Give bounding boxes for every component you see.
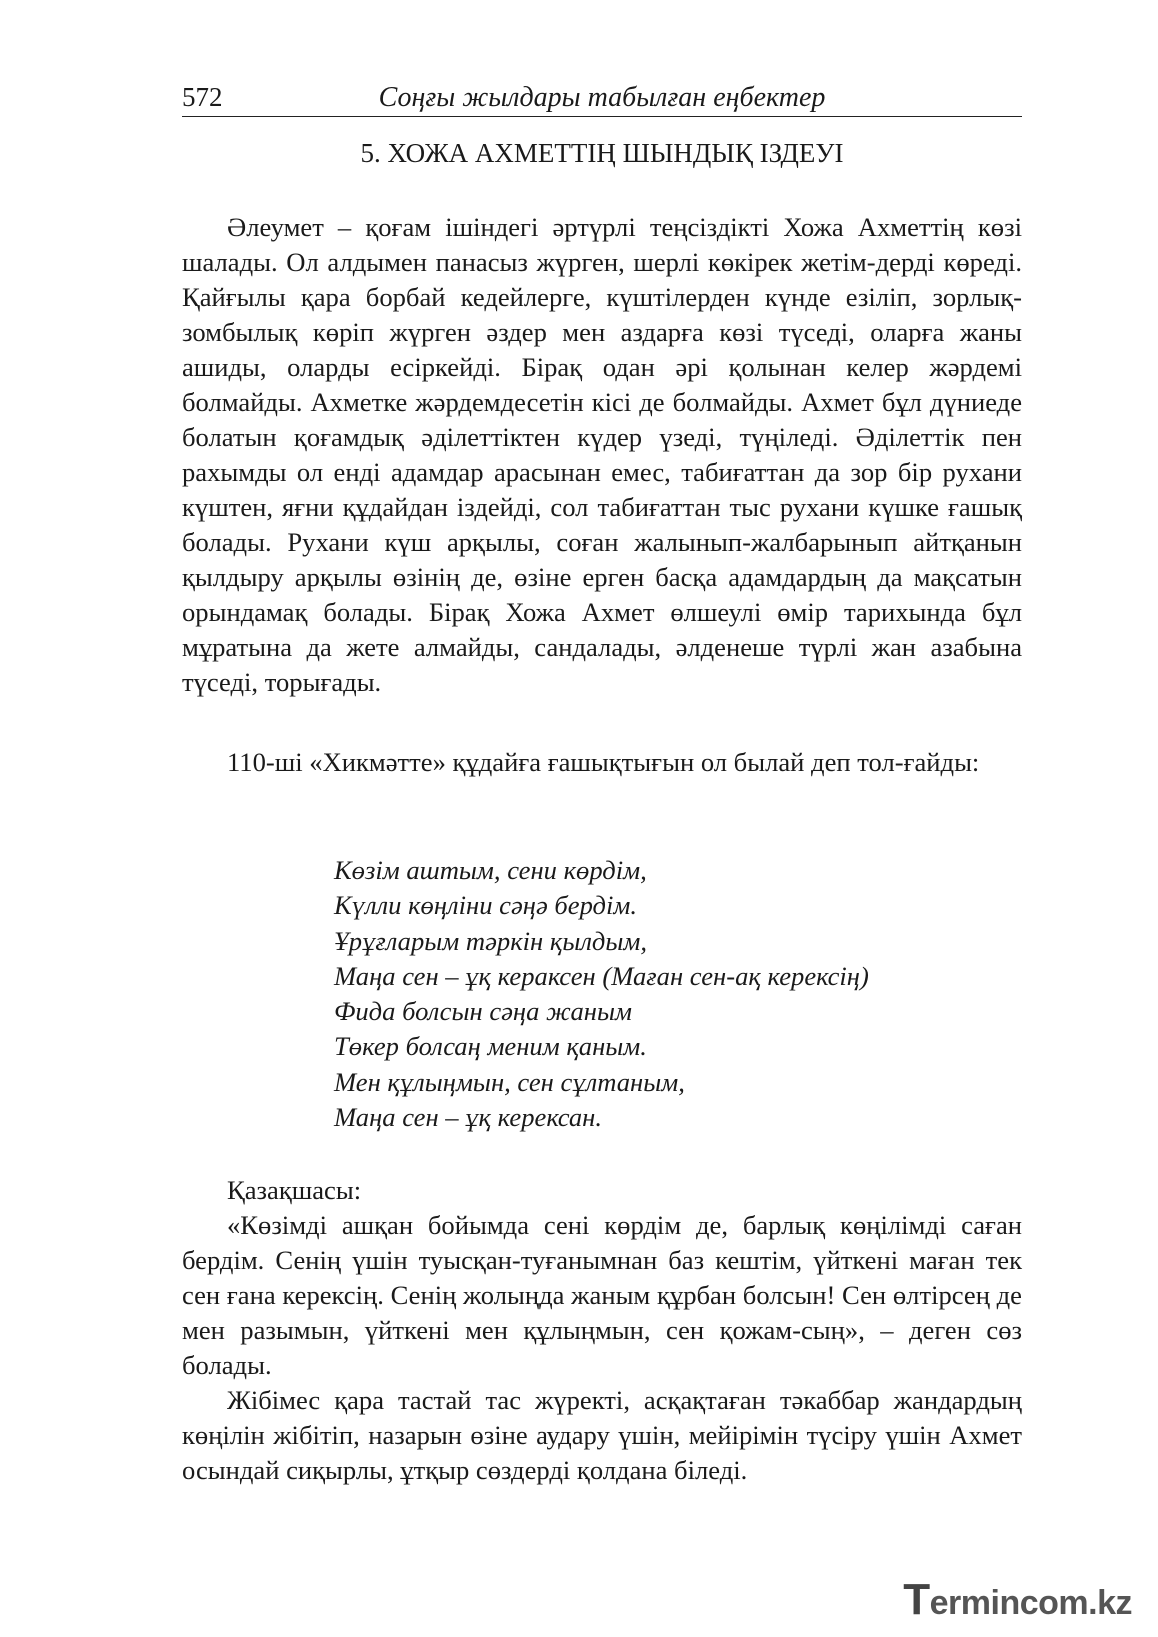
poem-line: Маңа сен – ұқ кераксен (Маған сен-ақ керексің) [334,960,869,991]
poem-block [334,853,869,1135]
running-title: Соңғы жылдары табылған еңбектер [378,82,826,113]
page-number: 572 [182,82,223,112]
chapter-title: 5. ХОЖА АХМЕТТІҢ ШЫНДЫҚ ІЗДЕУІ [360,138,844,168]
translation-heading: Қазақшасы: [227,1175,362,1205]
poem-line: Күлли көңліни сәңә бердім. [334,890,637,921]
poem-line: Мен құлыңмын, сен сұлтаным, [334,1066,685,1097]
translation-quote: «Көзімді ашқан бойымда сені көрдім де, барлық көңілімді саған бердім. Сенің үшін туысқан-туғанымнан баз кештім, үйткені маған тек сен ғана керексің. Сенің жолыңда жаным құрбан болсын! Сен өлтірсең де мен разымын, үйткені мен құлыңмын, сен қожам-сың», – деген сөз болады. [182,1210,1022,1380]
paragraph-text: Әлеумет – қоғам ішіндегі әртүрлі теңсіздікті Хожа Ахметтің көзі шалады. Ол алдымен панасыз жүрген, шерлі көкірек жетім-дерді көреді. Қайғылы қара борбай кедейлерге, күштілерден күнде езіліп, зорлық-зомбылық көріп жүрген әздер мен аздарға көзі түседі, оларға жаны ашиды, оларды есіркейді. Бірақ одан әрі қолынан келер жәрдемі болмайды. Ахметке жәрдемдесетін кісі де болмайды. Ахмет бұл дүниеде болатын қоғамдық әділеттіктен күдер үзеді, түңіледі. Әділеттік пен рахымды ол енді адамдар арасынан емес, табиғаттан да зор бір рухани күштен, яғни құдайдан іздейді, сол табиғаттан тыс рухани күшке ғашық болады. Рухани күш арқылы, соған жалынып-жалбарынып айтқанын қылдыру арқылы өзінің де, өзіне ерген басқа адамдардың да мақсатын орындамақ болады. Бірақ Хожа Ахмет өлшеулі өмір тарихында бұл мұратына да жете алмайды, сандалады, әлденеше түрлі жан азабына түседі, торығады. [182,212,1022,697]
watermark-text: ermincom.kz [929,1584,1132,1622]
body-paragraph-1 [182,210,1022,700]
poem-line: Ұрұғларым тәркін қылдым, [334,925,648,956]
body-paragraph-2 [182,745,1022,780]
watermark-initial: T [903,1575,930,1624]
poem-line: Маңа сен – ұқ керексан. [334,1102,603,1133]
translation-block [182,1173,1022,1488]
poem-line: Төкер болсаң меним қаным. [334,1031,647,1062]
final-paragraph: Жібімес қара тастай тас жүректі, асқақтаған тәкаббар жандардың көңілін жібітіп, назарын өзіне аудару үшін, мейірімін түсіру үшін Ахмет осындай сиқырлы, ұтқыр сөздерді қолдана біледі. [182,1385,1022,1485]
poem-line: Көзім аштым, сени көрдім, [334,855,647,885]
poem-line: Фида болсын сәңа жаным [334,996,632,1027]
page-header [182,80,1022,117]
paragraph-text: 110-ші «Хикмәтте» құдайға ғашықтығын ол былай деп тол-ғайды: [227,747,980,777]
watermark-logo [903,1575,1132,1625]
